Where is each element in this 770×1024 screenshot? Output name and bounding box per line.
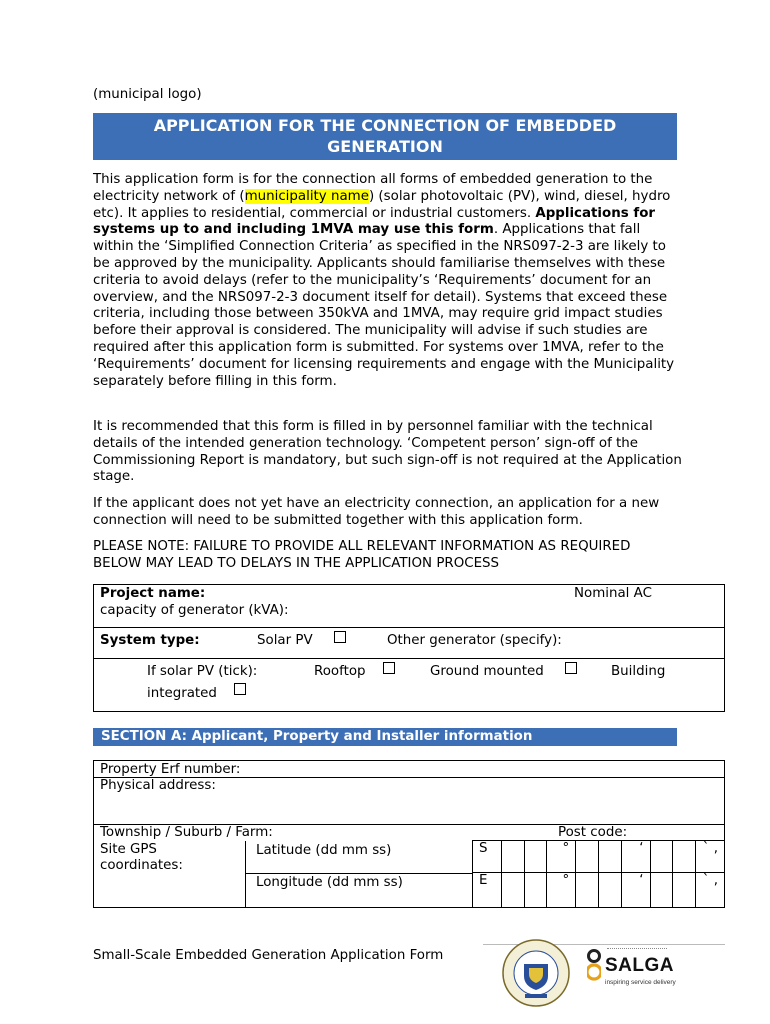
salga-mark-icon — [587, 948, 601, 982]
divider — [94, 627, 724, 628]
lon-digit-cell[interactable] — [501, 873, 524, 908]
lat-digit-cell[interactable] — [501, 841, 524, 873]
rooftop-checkbox[interactable] — [383, 662, 395, 674]
longitude-grid[interactable] — [472, 872, 725, 908]
lon-digit-cell[interactable] — [598, 873, 621, 908]
other-generator-label: Other generator (specify): — [387, 633, 562, 648]
longitude-hemisphere: E — [473, 873, 502, 908]
solar-pv-checkbox[interactable] — [334, 631, 346, 643]
section-a-title: SECTION A: Applicant, Property and Installer information — [93, 728, 677, 746]
salga-small-text — [607, 948, 667, 955]
lat-sec-cell[interactable]: ` , — [696, 841, 725, 873]
latitude-grid[interactable] — [472, 840, 725, 873]
salga-tagline: inspiring service delivery — [605, 979, 676, 986]
lon-digit-cell[interactable] — [673, 873, 696, 908]
lat-digit-cell[interactable] — [598, 841, 621, 873]
lon-digit-cell[interactable] — [650, 873, 673, 908]
nominal-ac-label: Nominal AC — [574, 586, 652, 601]
municipal-seal-icon — [501, 938, 571, 1008]
solar-pv-label: Solar PV — [257, 633, 313, 648]
municipal-logo-placeholder: (municipal logo) — [93, 87, 202, 102]
salga-logo — [587, 946, 727, 996]
lat-digit-cell[interactable] — [576, 841, 599, 873]
footer-text: Small-Scale Embedded Generation Application Form — [93, 948, 444, 963]
longitude-label: Longitude (dd mm ss) — [256, 875, 403, 890]
lat-digit-cell[interactable] — [524, 841, 547, 873]
lat-digit-cell[interactable] — [650, 841, 673, 873]
lat-min-cell[interactable]: ‘ — [621, 841, 650, 873]
divider — [94, 658, 724, 659]
integrated-label: integrated — [147, 686, 217, 701]
system-type-label: System type: — [100, 633, 200, 648]
rooftop-label: Rooftop — [314, 664, 366, 679]
physical-address-label: Physical address: — [100, 778, 216, 793]
intro-bold-statement: Applications for systems up to and including 1MVA may use this form — [93, 205, 656, 238]
project-name-label: Project name: — [100, 586, 206, 601]
township-label: Township / Suburb / Farm: — [100, 825, 273, 840]
form-title-banner — [93, 113, 677, 160]
lon-sec-cell[interactable]: ` , — [696, 873, 725, 908]
ground-mounted-checkbox[interactable] — [565, 662, 577, 674]
intro-paragraph-3: If the applicant does not yet have an electricity connection, an application for a new connection will need to be submitted together with this application form. — [93, 496, 660, 528]
lat-deg-cell[interactable]: ° — [547, 841, 576, 873]
divider — [245, 873, 473, 874]
gps-coordinates-label: Site GPS coordinates: — [100, 842, 183, 873]
form-title-line1: APPLICATION FOR THE CONNECTION OF EMBEDDED — [153, 116, 617, 135]
project-info-box — [93, 584, 725, 712]
latitude-hemisphere: S — [473, 841, 502, 873]
building-integrated-checkbox[interactable] — [234, 683, 246, 695]
divider — [245, 841, 246, 907]
lon-min-cell[interactable]: ‘ — [621, 873, 650, 908]
lat-digit-cell[interactable] — [673, 841, 696, 873]
form-title-line2: GENERATION — [327, 137, 443, 156]
lon-digit-cell[interactable] — [576, 873, 599, 908]
salga-wordmark: SALGA — [605, 955, 674, 976]
intro-paragraph-1 — [93, 172, 683, 390]
intro-text-b: ) (solar photovoltaic (PV), wind, diesel, hydro etc). It applies to residential, commercial or industrial customers. — [93, 188, 671, 221]
intro-text-a: This application form is for the connection all forms of embedded generation to the electricity network of ( — [93, 172, 653, 204]
capacity-label: capacity of generator (kVA): — [100, 603, 289, 618]
if-solar-label: If solar PV (tick): — [147, 664, 258, 679]
intro-text-c: . Applications that fall within the ‘Simplified Connection Criteria’ as specified in the NRS097-2-3 are likely to be approved by the municipality. Applicants should familiarise themselves with these criteria to avoid delays (refer to the municipality’s ‘Requirements’ document for an overview, and the NRS097-2-3 document itself for detail). Systems that exceed these criteria, including those between 350kVA and 1MVA, may require grid impact studies before their approval is considered. The municipality will advise if such studies are required after this application form is submitted. For systems over 1MVA, refer to the ‘Requirements’ document for licensing requirements and engage with the Municipality separately before filling in this form. — [93, 222, 675, 389]
postcode-label: Post code: — [558, 825, 628, 840]
municipality-name-highlight: municipality name — [244, 188, 369, 204]
latitude-label: Latitude (dd mm ss) — [256, 843, 392, 858]
erf-number-label: Property Erf number: — [100, 762, 241, 777]
lon-digit-cell[interactable] — [524, 873, 547, 908]
ground-mounted-label: Ground mounted — [430, 664, 544, 679]
notice-paragraph: PLEASE NOTE: FAILURE TO PROVIDE ALL RELEVANT INFORMATION AS REQUIRED BELOW MAY LEAD TO DELAYS IN THE APPLICATION PROCESS — [93, 539, 631, 571]
intro-paragraph-2: It is recommended that this form is filled in by personnel familiar with the technical details of the intended generation technology. ‘Competent person’ sign-off of the Commissioning Report is mandatory, but such sign-off is not required at the Application stage. — [93, 419, 682, 485]
lon-deg-cell[interactable]: ° — [547, 873, 576, 908]
building-label: Building — [611, 664, 666, 679]
